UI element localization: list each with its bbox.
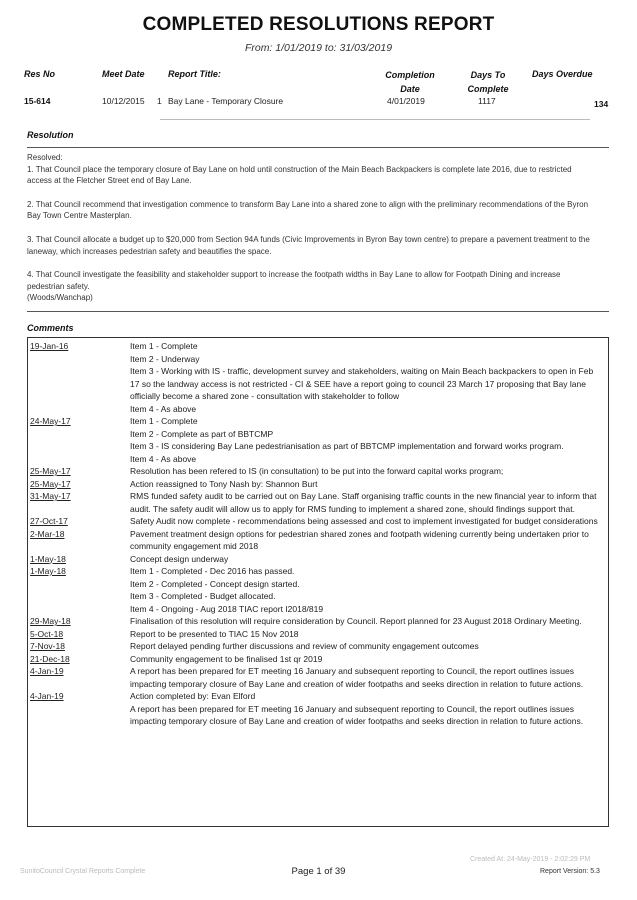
report-title: COMPLETED RESOLUTIONS REPORT (142, 14, 495, 35)
comment-line: Item 2 - Underway (130, 353, 200, 364)
record-item-no: 1 (157, 96, 162, 106)
comment-line: Report to be presented to TIAC 15 Nov 2018 (130, 628, 299, 639)
record-report-title: Bay Lane - Temporary Closure (168, 96, 284, 106)
comment-line: Concept design underway (130, 553, 229, 564)
comment-line: Item 4 - Ongoing - Aug 2018 TIAC report I2018/819 (130, 603, 324, 614)
comment-text (130, 665, 604, 690)
comment-row (30, 653, 604, 666)
comment-text (130, 615, 604, 628)
comment-line: RMS funded safety audit to be carried out on Bay Lane. Staff organising traffic counts in the new financial year to inform that audit. The safety audit will allow us to apply for RMS funding to implement a shared zone, should findings support that. (130, 491, 597, 514)
comment-date: 1-May-18 (30, 553, 66, 564)
comment-line: Community engagement to be finalised 1st qr 2019 (130, 653, 323, 664)
comment-line: A report has been prepared for ET meeting 16 January and subsequent reporting to Council, the report outlines issues impacting temporary closure of Bay Lane and creation of wider footpaths and seeks direction in relation to future actions. (130, 703, 584, 726)
footer-source: SunitoCouncil Crystal Reports Complete (20, 868, 146, 875)
comment-date: 2-Mar-18 (30, 528, 65, 539)
comment-row (30, 340, 604, 415)
comment-date: 19-Jan-16 (30, 341, 69, 351)
comment-text (130, 415, 604, 465)
comments-box (27, 337, 609, 827)
comment-row (30, 690, 604, 728)
col-meet-date: Meet Date (102, 69, 145, 79)
comment-text (130, 528, 604, 553)
col-days-to-complete: Days To Complete (467, 70, 509, 94)
record-divider (160, 119, 590, 120)
comment-row (30, 565, 604, 615)
comment-date: 25-May-17 (30, 478, 71, 489)
page-number: Page 1 of 39 (291, 866, 346, 877)
col-res-no: Res No (24, 69, 56, 79)
footer-created: Created At: 24-May-2019 - 2:02:29 PM (470, 856, 591, 863)
col-completion-date: Completion Date (385, 70, 435, 94)
footer-version: Report Version: 5.3 (540, 868, 600, 875)
comment-text (130, 478, 604, 491)
comment-text (130, 340, 604, 415)
record-completion-date: 4/01/2019 (387, 96, 425, 106)
comment-line: Item 4 - As above (130, 403, 197, 414)
resolution-rule (27, 147, 609, 148)
resolution-text (27, 152, 597, 304)
comment-row (30, 515, 604, 528)
comment-text (130, 640, 604, 653)
comment-row (30, 465, 604, 478)
comment-date: 25-May-17 (30, 466, 71, 476)
comment-line: Action completed by: Evan Elford (130, 691, 256, 701)
comments-heading: Comments (27, 323, 74, 333)
resolution-mover: (Woods/Wanchap) (27, 293, 93, 303)
comment-line: Item 1 - Complete (130, 416, 198, 426)
comment-date: 4-Jan-19 (30, 666, 64, 676)
comment-row (30, 553, 604, 566)
resolution-resolved-label: Resolved: (27, 153, 63, 162)
resolution-bottom-rule (27, 311, 609, 312)
comment-text (130, 515, 604, 528)
comment-date: 24-May-17 (30, 416, 71, 426)
comment-line: Safety Audit now complete - recommendations being assessed and cost to implement investigated for budget considerations (130, 516, 598, 526)
comment-text (130, 653, 604, 666)
comment-row (30, 478, 604, 491)
comment-line: Item 3 - Working with IS - traffic, development survey and stakeholders, waiting on Main Beach backpackers to open in Feb 17 so the landway access is not restricted - CI & SEE have a report going to council 23 March 17 proposing that Bay lane officially become a shared zone - consultation with stakeholder to follow (130, 366, 594, 401)
resolution-heading: Resolution (27, 130, 74, 140)
col-days-overdue: Days Overdue (532, 69, 593, 79)
comment-line: Item 2 - Complete as part of BBTCMP (130, 428, 274, 439)
comment-row (30, 640, 604, 653)
comment-date: 31-May-17 (30, 491, 71, 501)
record-res-no: 15-614 (24, 96, 51, 106)
report-date-range: From: 1/01/2019 to: 31/03/2019 (244, 42, 393, 54)
resolution-item-3: 3. That Council allocate a budget up to $20,000 from Section 94A funds (Civic Improvements in Byron Bay town centre) to prepare a pavement treatment to the laneway, which increases pedestrian safety and beautifies the space. (27, 234, 590, 256)
comment-text (130, 490, 604, 515)
comment-line: Action reassigned to Tony Nash by: Shannon Burt (130, 478, 318, 489)
comment-line: Resolution has been refered to IS (in consultation) to be put into the forward capital works program; (130, 466, 504, 476)
comment-row (30, 665, 604, 690)
resolution-item-2: 2. That Council recommend that investigation commence to transform Bay Lane into a shared zone to align with the preliminary recommendations of the Byron Bay Town Centre Masterplan. (27, 199, 589, 221)
col-report-title: Report Title: (168, 69, 221, 79)
comment-line: A report has been prepared for ET meeting 16 January and subsequent reporting to Council, the report outlines issues impacting temporary closure of Bay Lane and creation of wider footpaths and seeks direction in relation to future actions. (130, 666, 584, 689)
comment-row (30, 628, 604, 641)
comment-text (130, 553, 604, 566)
record-days-overdue: 134 (594, 99, 609, 109)
comment-date: 7-Nov-18 (30, 641, 65, 651)
comment-line: Item 3 - Completed - Budget allocated. (130, 591, 276, 601)
comment-line: Pavement treatment design options for pedestrian shared zones and footpath widening currently being undertaken prior to community engagement mid 2018 (130, 528, 589, 551)
comment-line: Item 4 - As above (130, 453, 197, 464)
resolution-item-1: 1. That Council place the temporary closure of Bay Lane on hold until construction of the Main Beach Backpackers is complete late 2016, due to restricted access at the Fletcher Street end of Bay Lane. (27, 164, 572, 186)
comment-row (30, 615, 604, 628)
comment-line: Item 1 - Completed - Dec 2016 has passed. (130, 566, 295, 576)
comment-date: 4-Jan-19 (30, 691, 64, 701)
resolution-item-4: 4. That Council investigate the feasibility and stakeholder support to increase the footpath widths in Bay Lane to allow for Footpath Dining and increase pedestrian safety. (27, 270, 561, 291)
comment-row (30, 490, 604, 515)
comment-date: 1-May-18 (30, 566, 66, 576)
comment-line: Item 3 - IS considering Bay Lane pedestrianisation as part of BBTCMP implementation and forward works program. (130, 441, 564, 451)
comment-text (130, 690, 604, 728)
comment-line: Item 2 - Completed - Concept design started. (130, 578, 300, 589)
comment-text (130, 628, 604, 641)
comment-date: 29-May-18 (30, 616, 71, 626)
comment-line: Item 1 - Complete (130, 341, 198, 351)
comment-row (30, 415, 604, 465)
comment-text (130, 565, 604, 615)
record-days-to-complete: 1117 (478, 96, 496, 106)
comment-text (130, 465, 604, 478)
comment-row (30, 528, 604, 553)
comment-line: Finalisation of this resolution will require consideration by Council. Report planned for 23 August 2018 Ordinary Meeting. (130, 616, 582, 626)
comments-table (30, 340, 604, 728)
comment-line: Report delayed pending further discussions and review of community engagement outcomes (130, 641, 479, 651)
comment-date: 21-Dec-18 (30, 653, 70, 664)
record-meet-date: 10/12/2015 (102, 96, 145, 106)
comment-date: 5-Oct-18 (30, 628, 64, 639)
comment-date: 27-Oct-17 (30, 516, 68, 526)
